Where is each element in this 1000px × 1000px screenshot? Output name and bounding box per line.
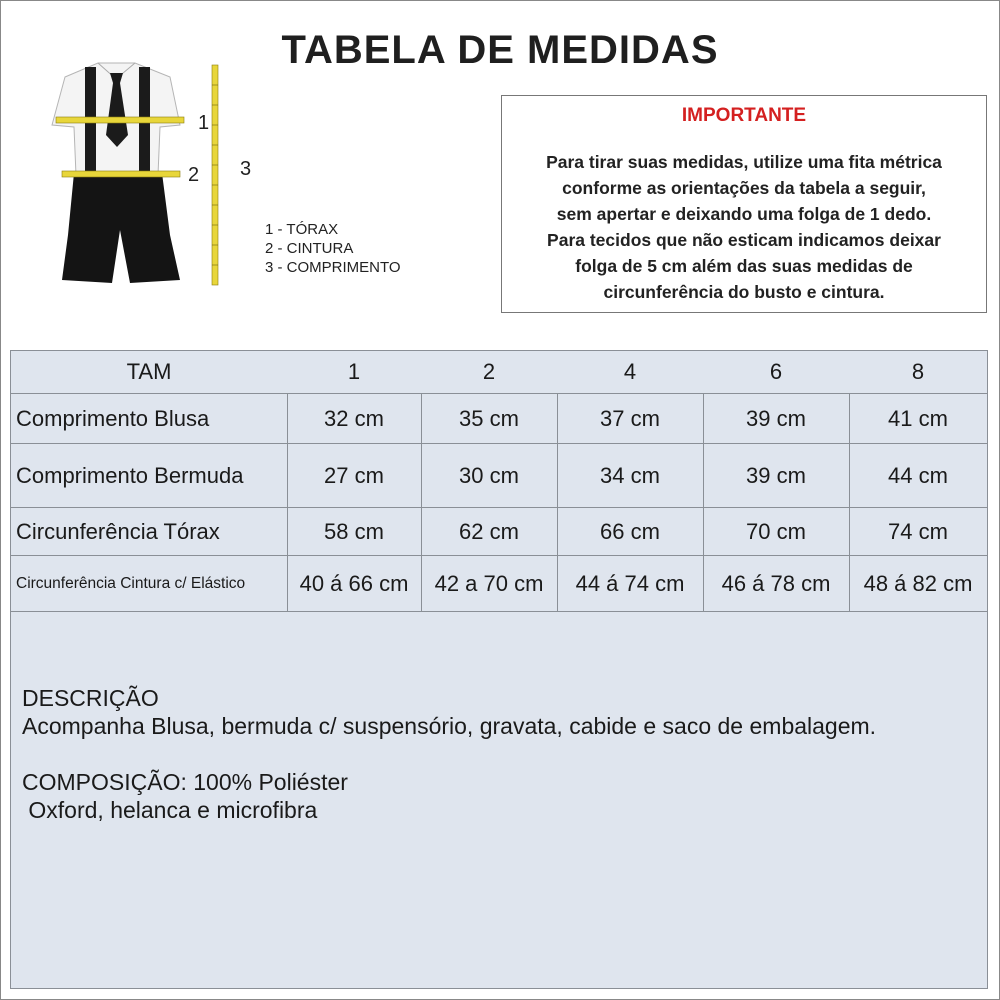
- table-cell: 41 cm: [888, 405, 948, 431]
- notice-line: folga de 5 cm além das suas medidas de: [575, 256, 913, 276]
- table-cell: 32 cm: [324, 405, 384, 431]
- header-cell: 1: [347, 359, 361, 384]
- notice-body: [502, 149, 986, 305]
- legend-item-cintura: 2 - CINTURA: [265, 240, 354, 257]
- important-notice: [501, 95, 987, 313]
- table-cell: 48 á 82 cm: [863, 570, 973, 596]
- tape-cintura: [62, 171, 180, 177]
- header-cell: 6: [769, 359, 783, 384]
- notice-heading: IMPORTANTE: [681, 105, 807, 126]
- composition-heading: COMPOSIÇÃO: 100% Poliéster: [22, 769, 348, 795]
- description-text: Acompanha Blusa, bermuda c/ suspensório, gravata, cabide e saco de embalagem.: [22, 713, 877, 739]
- size-table: [10, 350, 988, 612]
- tape-torax: [56, 117, 184, 123]
- header-cell: 2: [482, 359, 496, 384]
- table-cell: 66 cm: [600, 518, 660, 544]
- row-label: Comprimento Bermuda: [16, 462, 244, 488]
- marker-3: 3: [240, 158, 252, 180]
- table-cell: 58 cm: [324, 518, 384, 544]
- notice-line: sem apertar e deixando uma folga de 1 dedo.: [556, 204, 932, 224]
- table-row: [11, 508, 987, 555]
- garment-illustration: [40, 55, 260, 295]
- table-row: [11, 556, 987, 611]
- legend-item-comprimento: 3 - COMPRIMENTO: [265, 259, 401, 276]
- table-cell: 70 cm: [746, 518, 806, 544]
- table-cell: 46 á 78 cm: [721, 570, 831, 596]
- table-cell: 44 cm: [888, 462, 948, 488]
- notice-line: Para tecidos que não esticam indicamos deixar: [547, 230, 941, 250]
- notice-line: conforme as orientações da tabela a seguir,: [562, 178, 926, 198]
- row-label: Circunferência Cintura c/ Elástico: [16, 574, 246, 592]
- table-cell: 30 cm: [459, 462, 519, 488]
- header-cell: 8: [911, 359, 925, 384]
- table-cell: 35 cm: [459, 405, 519, 431]
- table-cell: 39 cm: [746, 462, 806, 488]
- table-row: [11, 444, 987, 507]
- header-cell: 4: [623, 359, 637, 384]
- table-cell: 62 cm: [459, 518, 519, 544]
- notice-line: Para tirar suas medidas, utilize uma fita métrica: [546, 152, 942, 172]
- shorts-shape: [62, 173, 180, 283]
- table-cell: 37 cm: [600, 405, 660, 431]
- description-block: [22, 684, 876, 824]
- marker-2: 2: [188, 164, 200, 186]
- measurement-legend: [265, 220, 401, 277]
- table-row: [11, 394, 987, 443]
- table-cell: 27 cm: [324, 462, 384, 488]
- table-cell: 34 cm: [600, 462, 660, 488]
- description-heading: DESCRIÇÃO: [22, 685, 159, 711]
- legend-item-torax: 1 - TÓRAX: [265, 221, 339, 238]
- tape-comprimento: [212, 65, 218, 285]
- table-cell: 40 á 66 cm: [299, 570, 409, 596]
- table-cell: 42 a 70 cm: [434, 570, 544, 596]
- page-title: TABELA DE MEDIDAS: [281, 28, 719, 72]
- row-label: Circunferência Tórax: [16, 518, 220, 544]
- marker-1: 1: [198, 112, 210, 134]
- table-cell: 39 cm: [746, 405, 806, 431]
- table-cell: 74 cm: [888, 518, 948, 544]
- table-cell: 44 á 74 cm: [575, 570, 685, 596]
- composition-text: Oxford, helanca e microfibra: [22, 797, 318, 823]
- notice-line: circunferência do busto e cintura.: [603, 282, 885, 302]
- header-cell: TAM: [126, 359, 172, 384]
- row-label: Comprimento Blusa: [16, 405, 210, 431]
- table-header-row: [11, 351, 987, 393]
